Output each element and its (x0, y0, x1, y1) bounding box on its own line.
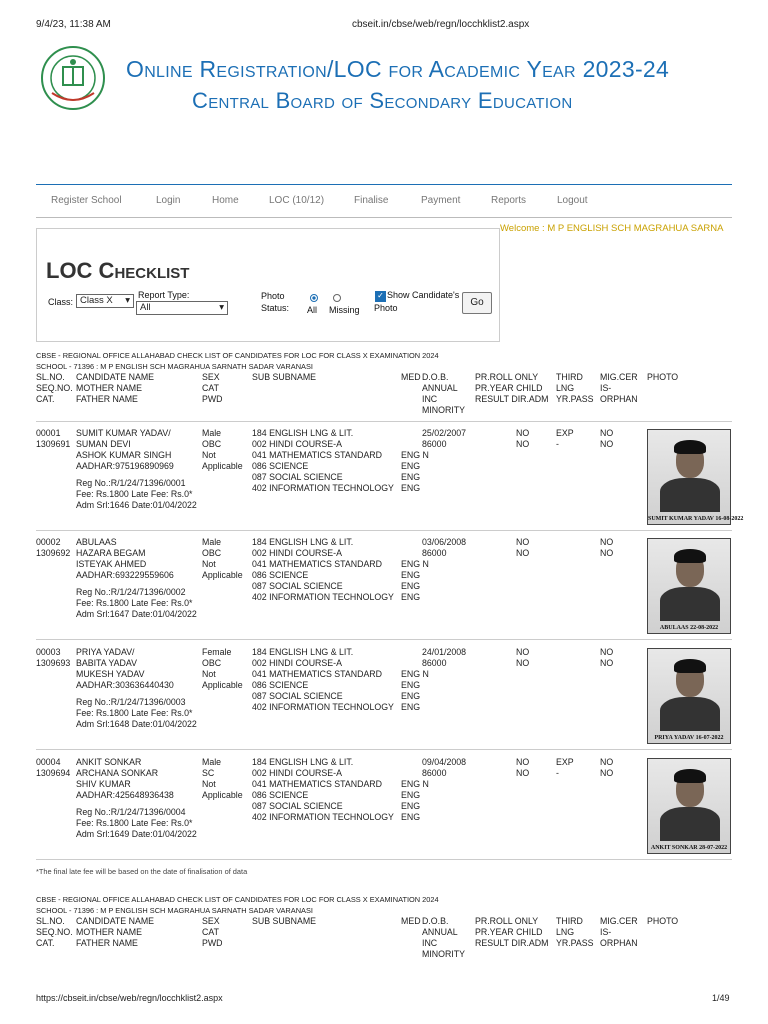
candidate-medium: ENG (401, 702, 421, 712)
candidate-annual-income: 86000 (422, 768, 447, 778)
candidate-medium: ENG (401, 581, 421, 591)
candidate-medium: ENG (401, 691, 421, 701)
candidate-reg-no: Reg No.:R/1/24/71396/0004 (76, 807, 186, 817)
row-divider (36, 859, 732, 860)
candidate-subject: 002 HINDI COURSE-A (252, 768, 342, 778)
candidate-subject: 002 HINDI COURSE-A (252, 658, 342, 668)
candidate-fee: Fee: Rs.1800 Late Fee: Rs.0* (76, 489, 193, 499)
nav-payment[interactable]: Payment (421, 195, 461, 206)
column-header-col6: INC (422, 938, 438, 948)
column-header-col6: INC (422, 394, 438, 404)
column-header-col7: PR.ROLL ONLY (475, 916, 539, 926)
candidate-pwd-2: Applicable (202, 790, 243, 800)
candidate-photo (647, 429, 744, 525)
candidate-sl-no: 00003 (36, 647, 61, 657)
photo-hair (674, 549, 706, 563)
candidate-name: SUMIT KUMAR YADAV/ (76, 428, 171, 438)
photo-caption: SUMIT KUMAR YADAV 16-08-2022 (648, 516, 744, 522)
candidate-pr-roll: NO (516, 757, 530, 767)
candidate-medium: ENG (401, 812, 421, 822)
candidate-fee: Fee: Rs.1800 Late Fee: Rs.0* (76, 818, 193, 828)
candidate-third-lng: EXP (556, 428, 574, 438)
candidate-subject: 087 SOCIAL SCIENCE (252, 472, 343, 482)
column-header-col8: THIRD (556, 372, 583, 382)
column-header-col1: SEQ.NO. (36, 927, 73, 937)
candidate-subject: 184 ENGLISH LNG & LIT. (252, 537, 354, 547)
candidate-subject: 041 MATHEMATICS STANDARD (252, 779, 383, 789)
candidate-medium: ENG (401, 680, 421, 690)
print-url: cbseit.in/cbse/web/regn/locchklist2.aspx (352, 19, 530, 30)
checklist-title: LOC Checklist (46, 258, 190, 283)
column-header-col1: CAT. (36, 938, 55, 948)
candidate-dob: 03/06/2008 (422, 537, 467, 547)
candidate-dob: 25/02/2007 (422, 428, 467, 438)
candidate-third-lng: EXP (556, 757, 574, 767)
nav-home[interactable]: Home (212, 195, 239, 206)
column-header-col6: D.O.B. (422, 916, 449, 926)
candidate-mig-cert: NO (600, 757, 614, 767)
candidate-sl-no: 00001 (36, 428, 61, 438)
candidate-subject: 402 INFORMATION TECHNOLOGY (252, 812, 394, 822)
chevron-down-icon: ▾ (219, 302, 224, 313)
candidate-orphan: NO (600, 768, 614, 778)
footnote: *The final late fee will be based on the date of finalisation of data (36, 867, 248, 876)
column-header-col8: LNG (556, 927, 575, 937)
site-title: Online Registration/LOC for Academic Year 2023-24 (126, 56, 670, 82)
candidate-sl-no: 00002 (36, 537, 61, 547)
column-header-col9: ORPHAN (600, 938, 638, 948)
column-header-col1: SL.NO. (36, 916, 65, 926)
column-header-col7: RESULT DIR.ADM (475, 394, 549, 404)
candidate-pwd-2: Applicable (202, 570, 243, 580)
candidate-mother-name: ARCHANA SONKAR (76, 768, 159, 778)
photo-status-label-2: Status: (261, 303, 290, 313)
candidate-seq-no: 1309691 (36, 439, 71, 449)
candidate-photo (647, 758, 731, 854)
candidate-annual-income: 86000 (422, 658, 447, 668)
column-header-col3: CAT (202, 927, 219, 937)
print-footer-url: https://cbseit.in/cbse/web/regn/locchklist2.aspx (36, 993, 223, 1003)
column-header-col9: MIG.CER (600, 916, 638, 926)
welcome-text: Welcome : M P ENGLISH SCH MAGRAHUA SARNA (500, 223, 724, 234)
candidate-medium: ENG (401, 483, 421, 493)
column-header-col5: MED (401, 372, 421, 382)
candidate-sex: Male (202, 537, 222, 547)
report-meta-line1: CBSE - REGIONAL OFFICE ALLAHABAD CHECK LIST OF CANDIDATES FOR LOC FOR CLASS X EXAMINATION 2024 (36, 351, 439, 360)
report-meta-line1-repeat: CBSE - REGIONAL OFFICE ALLAHABAD CHECK LIST OF CANDIDATES FOR LOC FOR CLASS X EXAMINATION 2024 (36, 895, 439, 904)
candidate-pwd-2: Applicable (202, 680, 243, 690)
column-header-col9: MIG.CER (600, 372, 638, 382)
candidate-seq-no: 1309694 (36, 768, 71, 778)
column-header-col2: CANDIDATE NAME (76, 372, 155, 382)
candidate-photo (647, 538, 731, 634)
candidate-aadhar: AADHAR:693229559606 (76, 570, 174, 580)
candidate-pr-roll: NO (516, 647, 530, 657)
column-header-col8: YR.PASS (556, 394, 594, 404)
candidate-pr-year: NO (516, 548, 530, 558)
candidate-annual-income: 86000 (422, 439, 447, 449)
column-header-col2: FATHER NAME (76, 394, 138, 404)
candidate-subject: 002 HINDI COURSE-A (252, 439, 342, 449)
column-header-col1: SL.NO. (36, 372, 65, 382)
candidate-subject: 041 MATHEMATICS STANDARD (252, 669, 383, 679)
candidate-subject: 402 INFORMATION TECHNOLOGY (252, 702, 394, 712)
candidate-reg-no: Reg No.:R/1/24/71396/0001 (76, 478, 186, 488)
nav-register-school[interactable]: Register School (51, 195, 122, 206)
candidate-aadhar: AADHAR:303636440430 (76, 680, 174, 690)
row-divider (36, 639, 732, 640)
cbse-logo-icon (40, 45, 106, 111)
photo-status-missing-radio[interactable] (333, 294, 341, 302)
candidate-medium: ENG N (401, 779, 429, 789)
photo-caption: ABULAAS 22-08-2022 (659, 625, 719, 631)
candidate-subject: 086 SCIENCE (252, 680, 309, 690)
candidate-medium: ENG (401, 472, 421, 482)
column-header-col6: MINORITY (422, 949, 466, 959)
site-subtitle: Central Board of Secondary Education (192, 88, 573, 113)
candidate-pr-roll: NO (516, 537, 530, 547)
candidate-mig-cert: NO (600, 647, 614, 657)
column-header-col5: MED (401, 916, 421, 926)
radio-missing-label: Missing (329, 305, 360, 315)
column-header-col7: PR.YEAR CHILD (475, 927, 543, 937)
column-header-col3: SEX (202, 916, 220, 926)
photo-body (660, 587, 720, 621)
photo-hair (674, 440, 706, 454)
column-header-col9: IS- (600, 927, 612, 937)
candidate-medium: ENG (401, 592, 421, 602)
candidate-category: SC (202, 768, 215, 778)
candidate-category: OBC (202, 439, 222, 449)
candidate-medium: ENG N (401, 450, 429, 460)
candidate-name: PRIYA YADAV/ (76, 647, 135, 657)
candidate-subject: 184 ENGLISH LNG & LIT. (252, 757, 354, 767)
candidate-third-lng-yr: - (556, 439, 559, 449)
main-nav (36, 184, 732, 218)
print-page-number: 1/49 (712, 993, 730, 1003)
candidate-annual-income: 86000 (422, 548, 447, 558)
candidate-name: ANKIT SONKAR (76, 757, 142, 767)
candidate-medium: ENG (401, 801, 421, 811)
candidate-seq-no: 1309693 (36, 658, 71, 668)
candidate-pr-year: NO (516, 439, 530, 449)
candidate-subject: 041 MATHEMATICS STANDARD (252, 450, 383, 460)
candidate-adm-srl: Adm Srl:1649 Date:01/04/2022 (76, 829, 197, 839)
candidate-medium: ENG N (401, 559, 429, 569)
report-meta-line2: SCHOOL - 71396 : M P ENGLISH SCH MAGRAHUA SARNATH SADAR VARANASI (36, 362, 313, 371)
candidate-medium: ENG (401, 461, 421, 471)
report-type-label: Report Type: (138, 290, 190, 300)
column-header-col2: MOTHER NAME (76, 383, 142, 393)
column-header-col10: PHOTO (647, 916, 679, 926)
candidate-adm-srl: Adm Srl:1646 Date:01/04/2022 (76, 500, 197, 510)
candidate-third-lng-yr: - (556, 768, 559, 778)
radio-all-label: All (307, 305, 318, 315)
nav-logout[interactable]: Logout (557, 195, 588, 206)
column-header-col6: MINORITY (422, 405, 466, 415)
candidate-adm-srl: Adm Srl:1647 Date:01/04/2022 (76, 609, 197, 619)
nav-login[interactable]: Login (156, 195, 181, 206)
candidate-sex: Female (202, 647, 232, 657)
candidate-pwd: Not (202, 779, 216, 789)
candidate-medium: ENG (401, 790, 421, 800)
show-photo-label-2: Photo (374, 303, 398, 313)
row-divider (36, 749, 732, 750)
class-select-value: Class X (80, 295, 113, 306)
candidate-father-name: SHIV KUMAR (76, 779, 131, 789)
column-header-col2: CANDIDATE NAME (76, 916, 155, 926)
candidate-subject: 184 ENGLISH LNG & LIT. (252, 428, 354, 438)
candidate-category: OBC (202, 658, 222, 668)
column-header-col3: CAT (202, 383, 219, 393)
candidate-name: ABULAAS (76, 537, 117, 547)
candidate-father-name: ASHOK KUMAR SINGH (76, 450, 172, 460)
photo-body (660, 478, 720, 512)
candidate-category: OBC (202, 548, 222, 558)
photo-caption: ANKIT SONKAR 28-07-2022 (650, 845, 728, 851)
column-header-col1: CAT. (36, 394, 55, 404)
show-photo-checkbox[interactable]: ✓ (375, 291, 386, 302)
candidate-pwd: Not (202, 669, 216, 679)
candidate-pr-roll: NO (516, 428, 530, 438)
nav-loc[interactable]: LOC (10/12) (269, 195, 325, 206)
candidate-father-name: ISTEYAK AHMED (76, 559, 147, 569)
candidate-subject: 087 SOCIAL SCIENCE (252, 691, 343, 701)
candidate-fee: Fee: Rs.1800 Late Fee: Rs.0* (76, 708, 193, 718)
candidate-pr-year: NO (516, 658, 530, 668)
candidate-medium: ENG (401, 570, 421, 580)
nav-finalise[interactable]: Finalise (354, 195, 389, 206)
candidate-mother-name: HAZARA BEGAM (76, 548, 146, 558)
candidate-subject: 002 HINDI COURSE-A (252, 548, 342, 558)
candidate-aadhar: AADHAR:975196890969 (76, 461, 174, 471)
show-photo-label: Show Candidate's (387, 290, 460, 300)
row-divider (36, 530, 732, 531)
column-header-col4: SUB SUBNAME (252, 372, 317, 382)
checklist-panel (36, 228, 500, 342)
chevron-down-icon: ▾ (125, 295, 130, 306)
candidate-mother-name: SUMAN DEVI (76, 439, 131, 449)
column-header-col2: MOTHER NAME (76, 927, 142, 937)
candidate-reg-no: Reg No.:R/1/24/71396/0003 (76, 697, 186, 707)
column-header-col7: RESULT DIR.ADM (475, 938, 549, 948)
candidate-father-name: MUKESH YADAV (76, 669, 145, 679)
candidate-subject: 086 SCIENCE (252, 790, 309, 800)
candidate-orphan: NO (600, 548, 614, 558)
column-header-col3: PWD (202, 938, 223, 948)
candidate-subject: 086 SCIENCE (252, 570, 309, 580)
photo-status-label: Photo (261, 291, 285, 301)
go-button[interactable]: Go (462, 292, 492, 314)
print-datetime: 9/4/23, 11:38 AM (36, 19, 111, 30)
column-header-col4: SUB SUBNAME (252, 916, 317, 926)
candidate-subject: 402 INFORMATION TECHNOLOGY (252, 592, 394, 602)
report-type-select[interactable] (136, 301, 228, 315)
photo-caption: PRIYA YADAV 16-07-2022 (654, 735, 724, 741)
candidate-dob: 09/04/2008 (422, 757, 467, 767)
candidate-adm-srl: Adm Srl:1648 Date:01/04/2022 (76, 719, 197, 729)
report-meta-line2-repeat: SCHOOL - 71396 : M P ENGLISH SCH MAGRAHUA SARNATH SADAR VARANASI (36, 906, 313, 915)
photo-hair (674, 659, 706, 673)
column-header-col1: SEQ.NO. (36, 383, 73, 393)
photo-hair (674, 769, 706, 783)
candidate-dob: 24/01/2008 (422, 647, 467, 657)
candidate-subject: 087 SOCIAL SCIENCE (252, 581, 343, 591)
header-divider (36, 421, 732, 422)
column-header-col3: PWD (202, 394, 223, 404)
class-label: Class: (48, 297, 74, 307)
candidate-mother-name: BABITA YADAV (76, 658, 137, 668)
nav-reports[interactable]: Reports (491, 195, 527, 206)
photo-body (660, 697, 720, 731)
candidate-reg-no: Reg No.:R/1/24/71396/0002 (76, 587, 186, 597)
column-header-col3: SEX (202, 372, 220, 382)
candidate-seq-no: 1309692 (36, 548, 71, 558)
column-header-col6: D.O.B. (422, 372, 449, 382)
candidate-subject: 184 ENGLISH LNG & LIT. (252, 647, 354, 657)
candidate-pwd: Not (202, 559, 216, 569)
column-header-col10: PHOTO (647, 372, 679, 382)
column-header-col6: ANNUAL (422, 927, 458, 937)
candidate-mig-cert: NO (600, 428, 614, 438)
candidate-aadhar: AADHAR:425648936438 (76, 790, 174, 800)
column-header-col8: YR.PASS (556, 938, 594, 948)
column-header-col8: THIRD (556, 916, 583, 926)
report-type-value: All (140, 302, 151, 313)
candidate-subject: 041 MATHEMATICS STANDARD (252, 559, 383, 569)
candidate-mig-cert: NO (600, 537, 614, 547)
candidate-subject: 087 SOCIAL SCIENCE (252, 801, 343, 811)
candidate-pwd: Not (202, 450, 216, 460)
candidate-sex: Male (202, 428, 222, 438)
column-header-col7: PR.YEAR CHILD (475, 383, 543, 393)
class-select[interactable] (76, 294, 134, 308)
candidate-subject: 402 INFORMATION TECHNOLOGY (252, 483, 394, 493)
column-header-col2: FATHER NAME (76, 938, 138, 948)
candidate-pwd-2: Applicable (202, 461, 243, 471)
column-header-col6: ANNUAL (422, 383, 458, 393)
candidate-subject: 086 SCIENCE (252, 461, 309, 471)
candidate-photo (647, 648, 731, 744)
column-header-col9: ORPHAN (600, 394, 638, 404)
candidate-sl-no: 00004 (36, 757, 61, 767)
candidate-orphan: NO (600, 439, 614, 449)
candidate-orphan: NO (600, 658, 614, 668)
photo-body (660, 807, 720, 841)
candidate-sex: Male (202, 757, 222, 767)
column-header-col8: LNG (556, 383, 575, 393)
candidate-pr-year: NO (516, 768, 530, 778)
candidate-medium: ENG N (401, 669, 429, 679)
column-header-col9: IS- (600, 383, 612, 393)
column-header-col7: PR.ROLL ONLY (475, 372, 539, 382)
candidate-fee: Fee: Rs.1800 Late Fee: Rs.0* (76, 598, 193, 608)
photo-status-all-radio[interactable] (310, 294, 318, 302)
